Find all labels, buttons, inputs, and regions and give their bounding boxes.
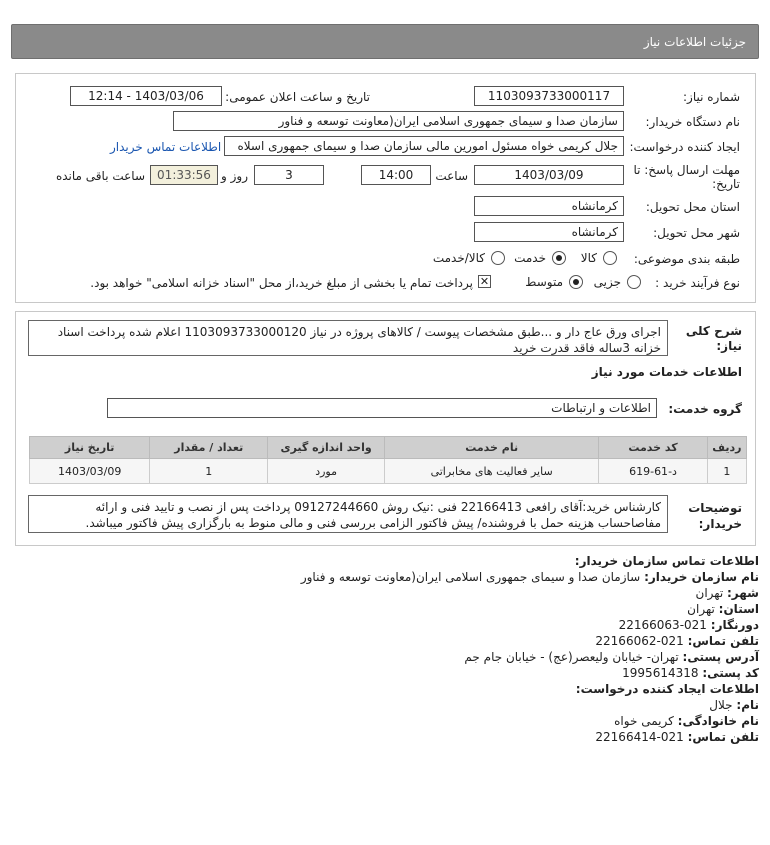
creator-info-title: اطلاعات ایجاد کننده درخواست: — [575, 682, 759, 696]
cell-name: سایر فعالیت های مخابراتی — [384, 459, 598, 484]
cell-row: 1 — [707, 459, 746, 484]
category-goods-radio[interactable] — [603, 251, 617, 265]
category-label: طبقه بندی موضوعی: — [633, 252, 740, 266]
postal-label: کد پستی: — [702, 666, 759, 680]
postal-value: 1995614318 — [622, 666, 699, 680]
col-name-header: نام خدمت — [384, 437, 598, 459]
cell-date: 1403/03/09 — [30, 459, 150, 484]
col-qty-header: تعداد / مقدار — [150, 437, 268, 459]
summary-label: شرح کلی — [685, 324, 742, 338]
first-name-label: نام: — [736, 698, 759, 712]
deadline-time-field: 14:00 — [361, 165, 431, 185]
service-group-field: اطلاعات و ارتباطات — [107, 398, 657, 418]
creator-phone-label: تلفن تماس: — [687, 730, 759, 744]
buyer-notes-label-2: خریدار: — [698, 517, 742, 531]
address-label: آدرس پستی: — [682, 650, 759, 664]
category-service-radio[interactable] — [552, 251, 566, 265]
summary-label-2: نیاز: — [716, 339, 742, 353]
need-details-panel — [15, 73, 756, 303]
day-label: روز و — [221, 169, 248, 183]
phone-value: 021-22166062 — [595, 634, 684, 648]
creator-label: ایجاد کننده درخواست: — [629, 140, 740, 154]
creator-phone-value: 021-22166414 — [595, 730, 684, 744]
time-label: ساعت — [435, 169, 468, 183]
col-row-header: ردیف — [707, 437, 746, 459]
cell-qty: 1 — [150, 459, 268, 484]
creator-field: جلال کریمی خواه مسئول امورین مالی سازمان صدا و سیمای جمهوری اسلاه — [224, 136, 624, 156]
buyer-field: سازمان صدا و سیمای جمهوری اسلامی ایران(معاونت توسعه و فناور — [173, 111, 624, 131]
category-goods-service-label: کالا/خدمت — [432, 251, 485, 265]
category-goods-label: کالا — [580, 251, 597, 265]
province-field: کرمانشاه — [474, 196, 624, 216]
col-date-header: تاریخ نیاز — [30, 437, 150, 459]
page-title: جزئیات اطلاعات نیاز — [643, 35, 746, 49]
province-info-label: استان: — [718, 602, 759, 616]
treasury-payment-checkbox[interactable]: ✕ — [479, 275, 490, 288]
announce-field: 1403/03/06 - 12:14 — [70, 86, 222, 106]
buyer-contact-link[interactable]: اطلاعات تماس خریدار — [110, 140, 222, 154]
deadline-label: مهلت ارسال پاسخ: تا — [633, 163, 740, 177]
contact-title: اطلاعات تماس سازمان خریدار: — [574, 554, 759, 568]
services-section-title: اطلاعات خدمات مورد نیاز — [591, 365, 742, 379]
need-number-label: شماره نیاز: — [683, 90, 740, 104]
process-medium-label: متوسط — [525, 275, 563, 289]
city-info-value: تهران — [695, 586, 724, 600]
col-unit-header: واحد اندازه گیری — [268, 437, 385, 459]
service-group-label: گروه خدمت: — [668, 402, 742, 416]
deadline-date-field: 1403/03/09 — [474, 165, 624, 185]
city-info-label: شهر: — [727, 586, 759, 600]
payment-note: پرداخت تمام یا بخشی از مبلغ خرید،از محل "اسناد خزانه اسلامی" خواهد بود. — [90, 276, 473, 290]
remaining-label: ساعت باقی مانده — [55, 169, 145, 183]
summary-text: اجرای ورق عاج دار و ...طبق مشخصات پیوست / کالاهای پروژه در نیاز 1103093733000120 اعلام شده پرداخت اسناد خزانه 3ساله فاقد قدرت خرید — [28, 320, 668, 356]
need-number-field: 1103093733000117 — [474, 86, 624, 106]
address-value: تهران- خیابان ولیعصر(عج) - خیابان جام جم — [464, 650, 679, 664]
process-label: نوع فرآیند خرید : — [655, 276, 740, 290]
buyer-notes-text: کارشناس خرید:آقای رافعی 22166413 فنی :نیک روش 09127244660 پرداخت پس از نصب و تایید فنی و ارائه مفاصاحساب هزینه حمل با فروشنده/ پیش فاکتور الزامی بررسی فنی و مالی منوط به بارگزاری پیش فاکتور میباشد. — [28, 495, 668, 533]
category-goods-service-radio[interactable] — [491, 251, 505, 265]
days-field: 3 — [254, 165, 324, 185]
announce-label: تاریخ و ساعت اعلان عمومی: — [225, 90, 370, 104]
table-row — [30, 459, 747, 484]
buyer-label: نام دستگاه خریدار: — [645, 115, 740, 129]
process-minor-radio[interactable] — [627, 275, 641, 289]
page-header — [11, 24, 759, 59]
col-code-header: کد خدمت — [599, 437, 707, 459]
city-label: شهر محل تحویل: — [653, 226, 740, 240]
province-label: استان محل تحویل: — [645, 200, 740, 214]
services-table — [29, 436, 747, 484]
province-info-value: تهران — [687, 602, 715, 616]
buyer-contact-info — [19, 553, 759, 745]
phone-label: تلفن تماس: — [687, 634, 759, 648]
cell-unit: مورد — [268, 459, 385, 484]
last-name-label: نام خانوادگی: — [677, 714, 759, 728]
cell-code: د-61-619 — [599, 459, 707, 484]
first-name-value: جلال — [709, 698, 733, 712]
process-minor-label: جزیی — [593, 275, 621, 289]
category-service-label: خدمت — [514, 251, 546, 265]
org-value: سازمان صدا و سیمای جمهوری اسلامی ایران(معاونت توسعه و فناور — [300, 570, 641, 584]
org-label: نام سازمان خریدار: — [644, 570, 759, 584]
fax-value: 021-22166063 — [618, 618, 707, 632]
remaining-time-field: 01:33:56 — [150, 165, 218, 185]
buyer-notes-label: توضیحات — [688, 501, 742, 515]
last-name-value: کریمی خواه — [614, 714, 674, 728]
fax-label: دورنگار: — [710, 618, 759, 632]
city-field: کرمانشاه — [474, 222, 624, 242]
process-medium-radio[interactable] — [569, 275, 583, 289]
deadline-date-label: تاریخ: — [712, 177, 740, 191]
table-header-row — [30, 437, 747, 459]
